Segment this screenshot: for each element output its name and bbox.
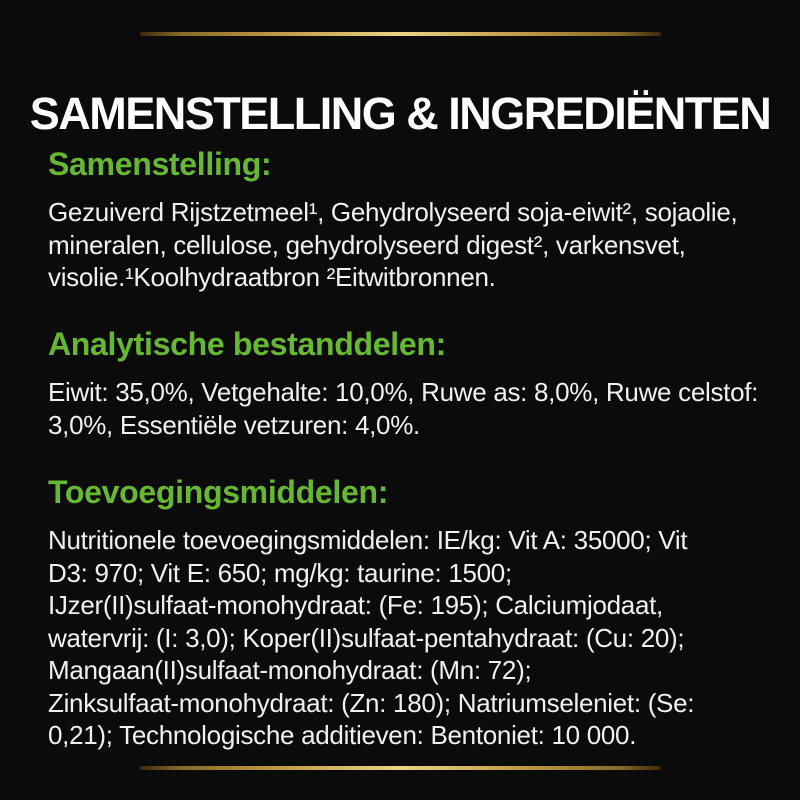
top-gold-rule — [140, 32, 661, 36]
analytical-constituents-paragraph — [48, 376, 778, 441]
body-line: Zinksulfaat-monohydraat: (Zn: 180); Natriumseleniet: (Se: — [48, 687, 695, 718]
section-samenstelling — [48, 146, 778, 294]
body-line: Eiwit: 35,0%, Vetgehalte: 10,0%, Ruwe as: 8,0%, Ruwe celstof: — [48, 377, 759, 407]
body-line: watervrij: (I: 3,0); Koper(II)sulfaat-pentahydraat: (Cu: 20); — [48, 622, 685, 653]
section-heading-samenstelling: Samenstelling: — [48, 146, 272, 182]
body-line: 3,0%, Essentiële vetzuren: 4,0%. — [48, 409, 420, 440]
body-line: visolie.¹Koolhydraatbron ²Eitwitbronnen. — [48, 262, 496, 292]
section-heading-toevoegingsmiddelen: Toevoegingsmiddelen: — [48, 474, 389, 510]
section-toevoegingsmiddelen — [48, 474, 778, 752]
section-analytische-bestanddelen — [48, 326, 778, 441]
body-line: mineralen, cellulose, gehydrolyseerd digest², varkensvet, — [48, 229, 686, 260]
body-line: D3: 970; Vit E: 650; mg/kg: taurine: 1500; — [48, 557, 512, 588]
body-line: IJzer(II)sulfaat-monohydraat: (Fe: 195); Calciumjodaat, — [48, 590, 663, 620]
body-line: Nutritionele toevoegingsmiddelen: IE/kg: Vit A: 35000; Vit — [48, 525, 688, 555]
body-line: 0,21); Technologische additieven: Bentoniet: 10 000. — [48, 720, 637, 750]
additives-paragraph — [48, 524, 778, 752]
body-line: Mangaan(II)sulfaat-monohydraat: (Mn: 72); — [48, 655, 532, 685]
bottom-gold-rule — [140, 766, 661, 770]
ingredients-paragraph — [48, 196, 778, 294]
section-heading-analytische-bestanddelen: Analytische bestanddelen: — [48, 326, 446, 362]
body-line: Gezuiverd Rijstzetmeel¹, Gehydrolyseerd soja-eiwit², sojaolie, — [48, 197, 738, 227]
page-title: SAMENSTELLING & INGREDIËNTEN — [29, 88, 771, 140]
